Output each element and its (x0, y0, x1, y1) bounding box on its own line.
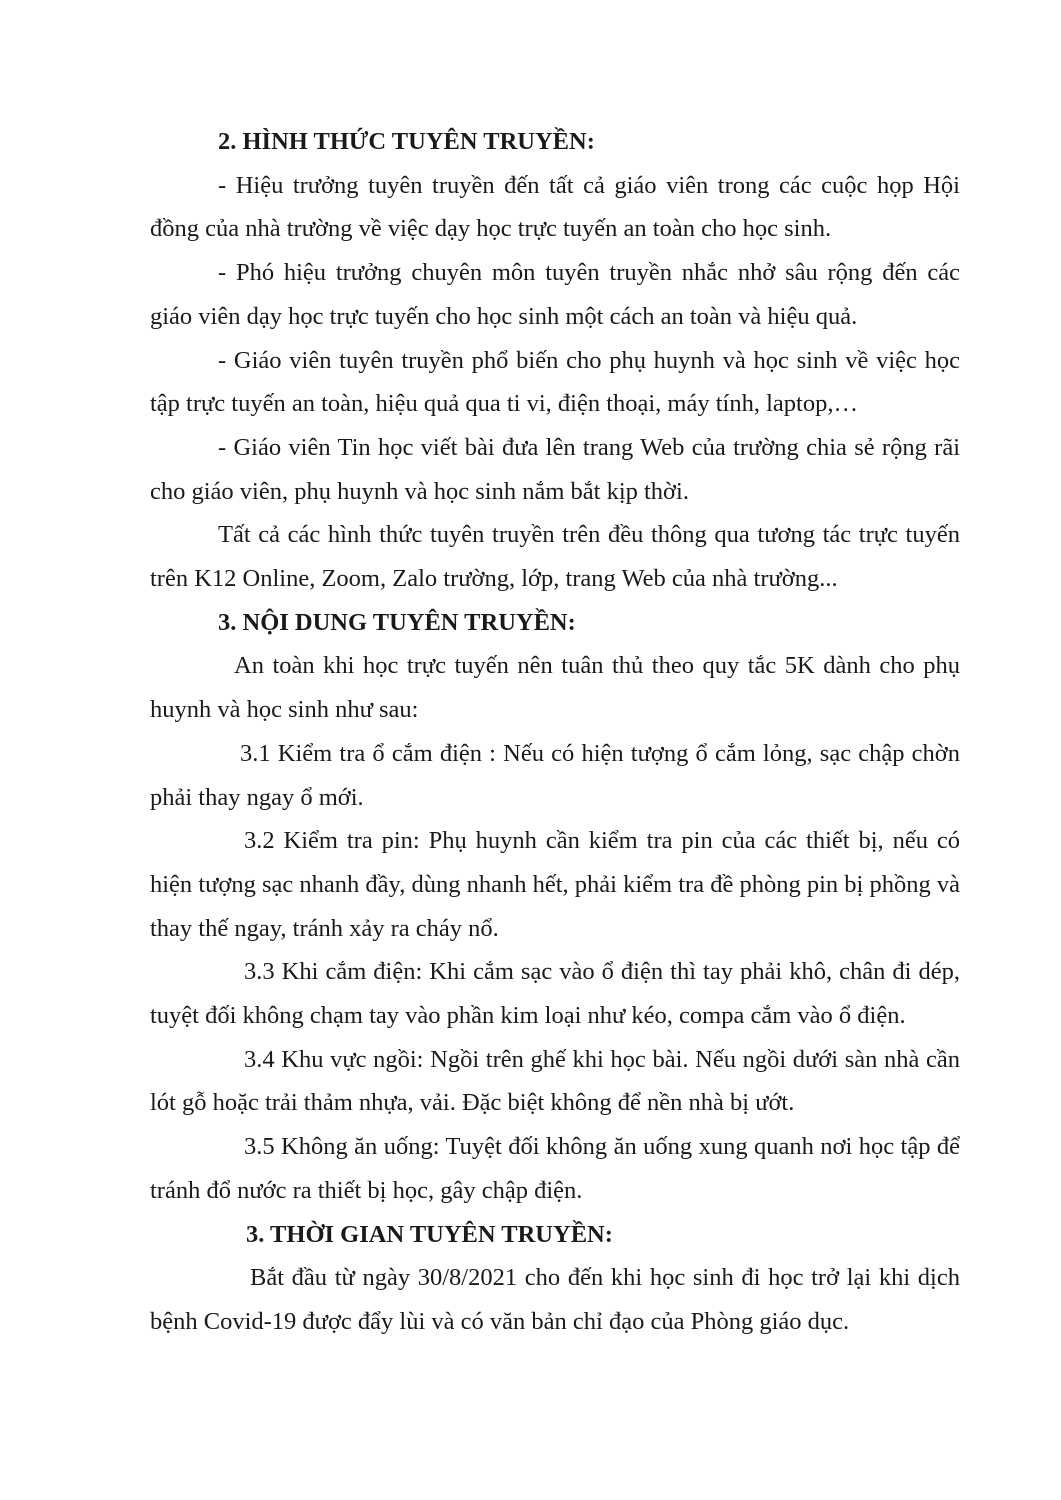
section-3-heading: 3. NỘI DUNG TUYÊN TRUYỀN: (218, 608, 576, 636)
section-time-heading: 3. THỜI GIAN TUYÊN TRUYỀN: (246, 1220, 613, 1248)
paragraph-teachers: - Giáo viên tuyên truyền phổ biến cho phụ huynh và học sinh về việc học tập trực tuyến an toàn, hiệu quả qua ti vi, điện thoại, máy tính, laptop,… (150, 346, 960, 418)
paragraph-time: Bắt đầu từ ngày 30/8/2021 cho đến khi học sinh đi học trở lại khi dịch bệnh Covid-19 được đẩy lùi và có văn bản chỉ đạo của Phòng giáo dục. (150, 1264, 960, 1335)
list-item-3-2: 3.2 Kiểm tra pin: Phụ huynh cần kiểm tra pin của các thiết bị, nếu có hiện tượng sạc nhanh đầy, dùng nhanh hết, phải kiểm tra đề phòng pin bị phồng và thay thế ngay, tránh xảy ra cháy nổ. (150, 827, 960, 942)
document-page (150, 120, 960, 1344)
list-item-3-1: 3.1 Kiểm tra ổ cắm điện : Nếu có hiện tượng ổ cắm lỏng, sạc chập chờn phải thay ngay ổ mới. (150, 739, 960, 811)
paragraph-channels: Tất cả các hình thức tuyên truyền trên đều thông qua tương tác trực tuyến trên K12 Online, Zoom, Zalo trường, lớp, trang Web của nhà trường... (150, 521, 960, 593)
list-item-3-4: 3.4 Khu vực ngồi: Ngồi trên ghế khi học bài. Nếu ngồi dưới sàn nhà cần lót gỗ hoặc trải thảm nhựa, vải. Đặc biệt không để nền nhà bị ướt. (150, 1045, 960, 1117)
list-item-3-3: 3.3 Khi cắm điện: Khi cắm sạc vào ổ điện thì tay phải khô, chân đi dép, tuyệt đối không chạm tay vào phần kim loại như kéo, compa cắm vào ổ điện. (150, 958, 960, 1030)
paragraph-vice-principal: - Phó hiệu trưởng chuyên môn tuyên truyền nhắc nhở sâu rộng đến các giáo viên dạy học trực tuyến cho học sinh một cách an toàn và hiệu quả. (150, 259, 960, 330)
paragraph-it-teacher: - Giáo viên Tin học viết bài đưa lên trang Web của trường chia sẻ rộng rãi cho giáo viên, phụ huynh và học sinh nắm bắt kịp thời. (150, 433, 960, 505)
paragraph-5k-intro: An toàn khi học trực tuyến nên tuân thủ theo quy tắc 5K dành cho phụ huynh và học sinh như sau: (150, 652, 960, 724)
section-2-heading: 2. HÌNH THỨC TUYÊN TRUYỀN: (218, 128, 595, 155)
list-item-3-5: 3.5 Không ăn uống: Tuyệt đối không ăn uống xung quanh nơi học tập để tránh đổ nước ra thiết bị học, gây chập điện. (150, 1133, 960, 1204)
paragraph-principal: - Hiệu trưởng tuyên truyền đến tất cả giáo viên trong các cuộc họp Hội đồng của nhà trường về việc dạy học trực tuyến an toàn cho học sinh. (150, 171, 960, 243)
